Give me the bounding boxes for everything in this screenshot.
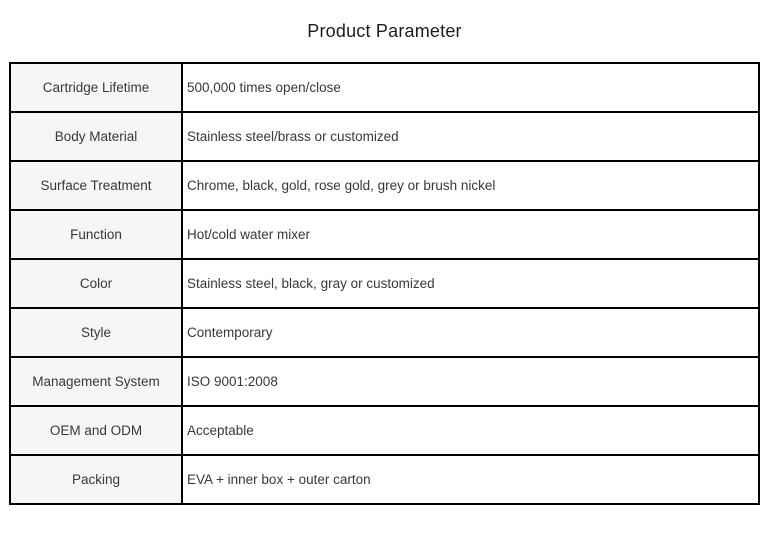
product-parameter-table	[9, 62, 760, 505]
table-row	[10, 63, 759, 112]
parameter-label: Surface Treatment	[10, 161, 182, 210]
table-row	[10, 210, 759, 259]
table-row	[10, 357, 759, 406]
parameter-label: Color	[10, 259, 182, 308]
parameter-value: Acceptable	[182, 406, 759, 455]
page-title: Product Parameter	[307, 21, 462, 41]
parameter-label: Cartridge Lifetime	[10, 63, 182, 112]
parameter-value: Stainless steel/brass or customized	[182, 112, 759, 161]
parameter-value: EVA + inner box + outer carton	[182, 455, 759, 504]
parameter-value: Contemporary	[182, 308, 759, 357]
table-body	[10, 63, 759, 504]
table-row	[10, 406, 759, 455]
table-row	[10, 259, 759, 308]
parameter-label: OEM and ODM	[10, 406, 182, 455]
parameter-value: Stainless steel, black, gray or customized	[182, 259, 759, 308]
table-row	[10, 308, 759, 357]
parameter-label: Management System	[10, 357, 182, 406]
parameter-label: Style	[10, 308, 182, 357]
parameter-value: Hot/cold water mixer	[182, 210, 759, 259]
parameter-value: 500,000 times open/close	[182, 63, 759, 112]
parameter-label: Function	[10, 210, 182, 259]
parameter-label: Packing	[10, 455, 182, 504]
table-row	[10, 112, 759, 161]
parameter-value: ISO 9001:2008	[182, 357, 759, 406]
table-row	[10, 161, 759, 210]
table-row	[10, 455, 759, 504]
parameter-value: Chrome, black, gold, rose gold, grey or brush nickel	[182, 161, 759, 210]
parameter-label: Body Material	[10, 112, 182, 161]
